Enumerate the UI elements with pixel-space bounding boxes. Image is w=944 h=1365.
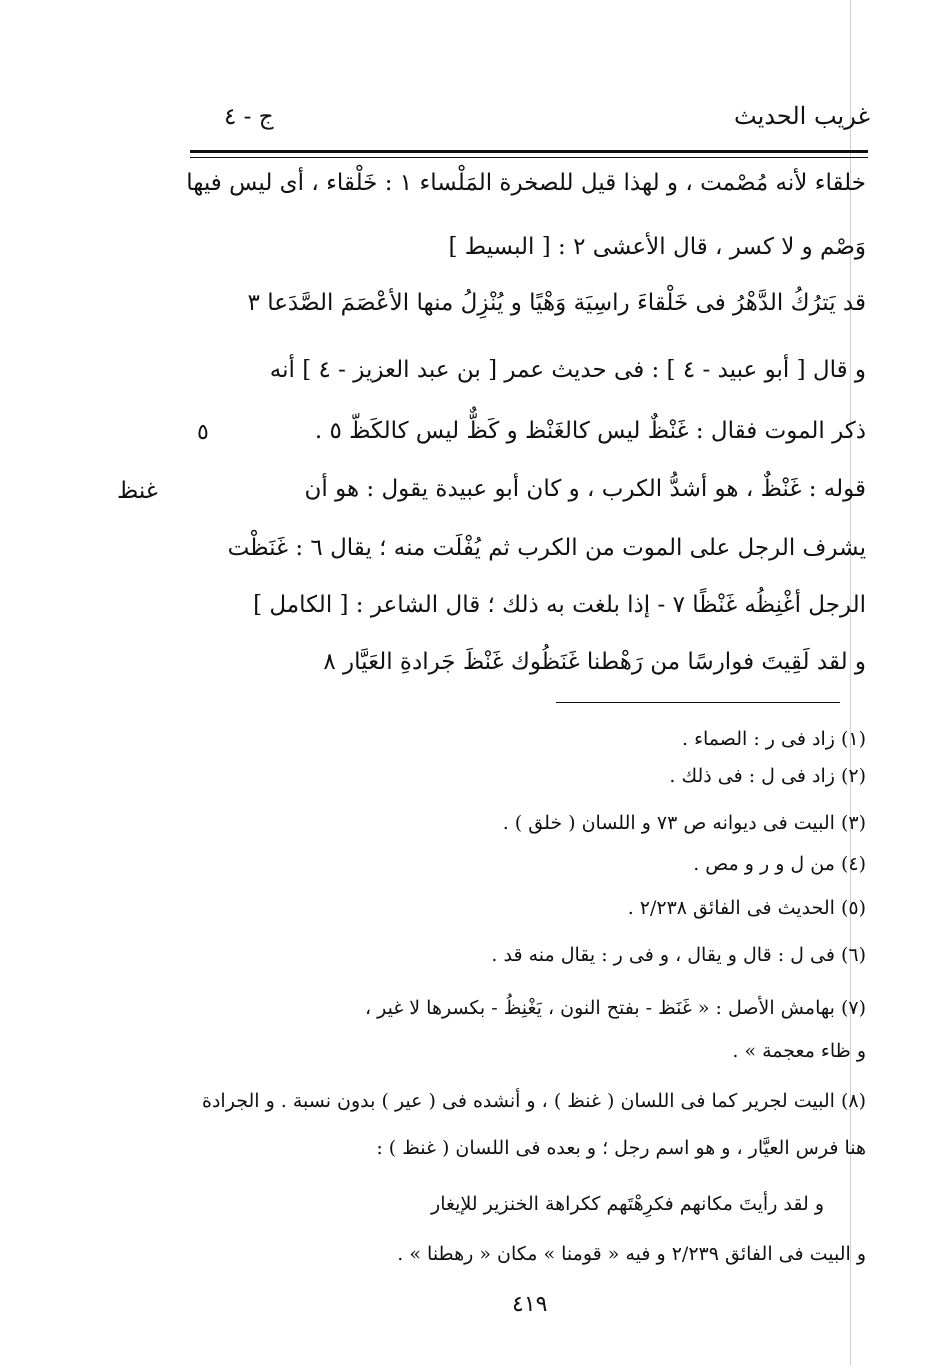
verse-line: و لقد لَقِيتَ فوارسًا من رَهْطنا غَنَظُوك غَنْظَ جَرادةِ العَيَّار ٨ [323,649,866,675]
footnote: و ظاء معجمة » . [732,1040,866,1062]
volume-label: ج - ٤ [224,104,274,130]
footnote: و البيت فى الفائق ٢/٢٣٩ و فيه « قومنا » مكان « رهطنا » . [397,1243,866,1265]
footnote: (١) زاد فى ر : الصماء . [682,728,866,750]
footnote: (٨) البيت لجرير كما فى اللسان ( غنظ ) ، و أنشده فى ( عير ) بدون نسبة . و الجرادة [202,1090,866,1112]
header-rule-thin [190,157,868,158]
scan-margin-line [850,0,851,1365]
footnote: (٣) البيت فى ديوانه ص ٧٣ و اللسان ( خلق ) . [502,812,866,834]
body-line: ذكر الموت فقال : غَنْظٌ ليس كالغَنْظ و كَظٌّ ليس كالكَظّ ٥ . [314,418,866,444]
footnote-separator [556,702,840,703]
body-line: الرجل أغْنِظُه غَنْظًا ٧ - إذا بلغت به ذلك ؛ قال الشاعر : [ الكامل ] [253,592,866,618]
line-number: ٥ [197,420,209,445]
page-number: ٤١٩ [512,1292,548,1317]
footnote: (٥) الحديث فى الفائق ٢/٢٣٨ . [627,897,866,919]
footnote: (٤) من ل و ر و مص . [693,853,866,875]
margin-keyword: غنظ [117,478,158,504]
body-line: خلقاء لأنه مُصْمت ، و لهذا قيل للصخرة المَلْساء ١ : خَلْقاء ، أى ليس فيها [186,170,866,196]
footnote: (٦) فى ل : قال و يقال ، و فى ر : يقال منه قد . [491,944,866,966]
footnote-verse: و لقد رأيتَ مكانهم فكرِهْتَهم ككراهة الخنزير للإيغار [431,1193,824,1215]
footnote: هنا فرس العيَّار ، و هو اسم رجل ؛ و بعده فى اللسان ( غنظ ) : [376,1137,866,1159]
body-line: قوله : غَنْظٌ ، هو أشدُّ الكرب ، و كان أبو عبيدة يقول : هو أن [304,476,866,502]
verse-line: قد يَترُكُ الدَّهْرُ فى خَلْقاءَ راسِيَة وَهْيًا و يُنْزِلُ منها الأعْصَمَ الصَّدَعا ٣ [247,290,866,316]
body-line: يشرف الرجل على الموت من الكرب ثم يُفْلَت منه ؛ يقال ٦ : غَنَظْت [227,535,866,561]
body-line: وَصْم و لا كسر ، قال الأعشى ٢ : [ البسيط ] [448,234,866,260]
book-title: غريب الحديث [734,102,870,130]
footnote: (٧) بهامش الأصل : « غَنَظ - بفتح النون ، يَغْنِظُ - بكسرها لا غير ، [364,997,866,1019]
footnote: (٢) زاد فى ل : فى ذلك . [669,765,866,787]
body-line: و قال [ أبو عبيد - ٤ ] : فى حديث عمر [ بن عبد العزيز - ٤ ] أنه [269,357,866,383]
header-rule-thick [190,150,868,153]
